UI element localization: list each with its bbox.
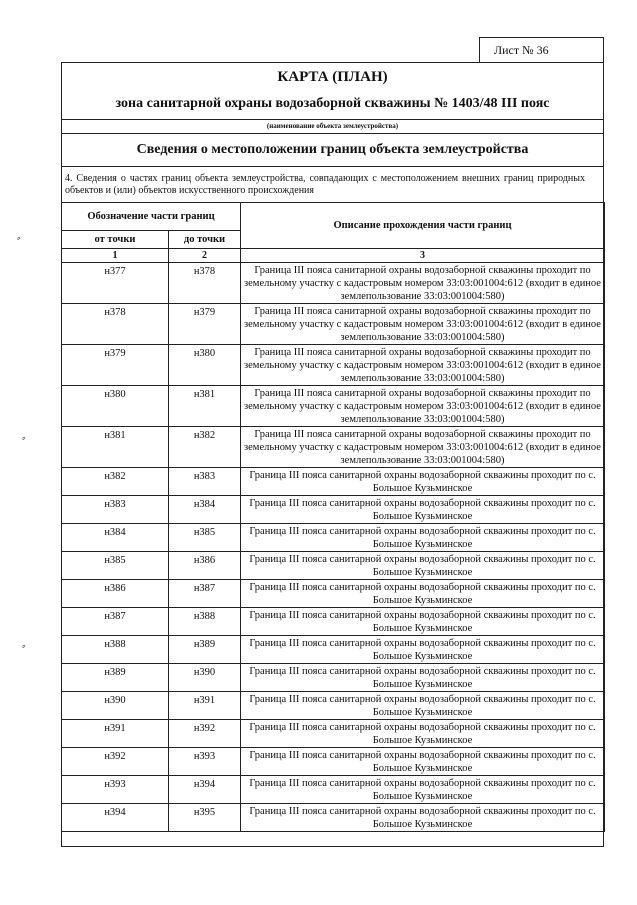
boundary-description: Граница III пояса санитарной охраны водозаборной скважины проходит по с. Большое Кузьминское bbox=[241, 608, 605, 636]
point-from: н387 bbox=[62, 608, 169, 636]
table-row bbox=[62, 720, 605, 748]
sheet-number: Лист № 36 bbox=[494, 43, 549, 57]
point-from: н382 bbox=[62, 468, 169, 496]
boundary-description: Граница III пояса санитарной охраны водозаборной скважины проходит по с. Большое Кузьминское bbox=[241, 692, 605, 720]
table-row bbox=[62, 496, 605, 524]
scan-mark: ⸗ bbox=[22, 432, 26, 444]
boundary-description: Граница III пояса санитарной охраны водозаборной скважины проходит по с. Большое Кузьминское bbox=[241, 636, 605, 664]
boundary-description: Граница III пояса санитарной охраны водозаборной скважины проходит по с. Большое Кузьминское bbox=[241, 720, 605, 748]
boundary-description: Граница III пояса санитарной охраны водозаборной скважины проходит по с. Большое Кузьминское bbox=[241, 580, 605, 608]
document-subtitle: зона санитарной охраны водозаборной скважины № 1403/48 III пояс bbox=[115, 96, 550, 111]
point-to: н391 bbox=[169, 692, 241, 720]
boundary-description: Граница III пояса санитарной охраны водозаборной скважины проходит по земельному участку с кадастровым номером 33:03:001004:612 (входит в единое землепользование 33:03:001004:580) bbox=[241, 263, 605, 304]
header-from: от точки bbox=[62, 231, 169, 249]
boundary-description: Граница III пояса санитарной охраны водозаборной скважины проходит по земельному участку с кадастровым номером 33:03:001004:612 (входит в единое землепользование 33:03:001004:580) bbox=[241, 386, 605, 427]
point-from: н379 bbox=[62, 345, 169, 386]
point-to: н384 bbox=[169, 496, 241, 524]
table-row bbox=[62, 552, 605, 580]
boundary-description: Граница III пояса санитарной охраны водозаборной скважины проходит по земельному участку с кадастровым номером 33:03:001004:612 (входит в единое землепользование 33:03:001004:580) bbox=[241, 345, 605, 386]
boundary-description: Граница III пояса санитарной охраны водозаборной скважины проходит по с. Большое Кузьминское bbox=[241, 552, 605, 580]
boundary-description: Граница III пояса санитарной охраны водозаборной скважины проходит по с. Большое Кузьминское bbox=[241, 468, 605, 496]
point-to: н393 bbox=[169, 748, 241, 776]
boundary-description: Граница III пояса санитарной охраны водозаборной скважины проходит по с. Большое Кузьминское bbox=[241, 776, 605, 804]
point-to: н382 bbox=[169, 427, 241, 468]
table-row bbox=[62, 580, 605, 608]
header-to: до точки bbox=[169, 231, 241, 249]
point-to: н380 bbox=[169, 345, 241, 386]
table-row bbox=[62, 636, 605, 664]
table-row bbox=[62, 524, 605, 552]
table-row bbox=[62, 345, 605, 386]
divider bbox=[62, 133, 603, 134]
boundary-description: Граница III пояса санитарной охраны водозаборной скважины проходит по земельному участку с кадастровым номером 33:03:001004:612 (входит в единое землепользование 33:03:001004:580) bbox=[241, 304, 605, 345]
point-to: н395 bbox=[169, 804, 241, 832]
point-to: н381 bbox=[169, 386, 241, 427]
point-from: н378 bbox=[62, 304, 169, 345]
header-part: Обозначение части границ bbox=[62, 203, 241, 231]
point-to: н383 bbox=[169, 468, 241, 496]
boundary-description: Граница III пояса санитарной охраны водозаборной скважины проходит по с. Большое Кузьминское bbox=[241, 524, 605, 552]
point-from: н385 bbox=[62, 552, 169, 580]
table-row bbox=[62, 263, 605, 304]
point-to: н385 bbox=[169, 524, 241, 552]
point-to: н386 bbox=[169, 552, 241, 580]
point-to: н390 bbox=[169, 664, 241, 692]
table-row bbox=[62, 664, 605, 692]
point-to: н389 bbox=[169, 636, 241, 664]
boundary-description: Граница III пояса санитарной охраны водозаборной скважины проходит по земельному участку с кадастровым номером 33:03:001004:612 (входит в единое землепользование 33:03:001004:580) bbox=[241, 427, 605, 468]
point-from: н384 bbox=[62, 524, 169, 552]
point-from: н386 bbox=[62, 580, 169, 608]
document-title: КАРТА (ПЛАН) bbox=[277, 69, 388, 85]
point-to: н379 bbox=[169, 304, 241, 345]
point-from: н383 bbox=[62, 496, 169, 524]
object-caption: (наименование объекта землеустройства) bbox=[266, 122, 399, 130]
point-to: н388 bbox=[169, 608, 241, 636]
table-row bbox=[62, 692, 605, 720]
document-frame bbox=[61, 62, 604, 847]
point-from: н381 bbox=[62, 427, 169, 468]
boundary-description: Граница III пояса санитарной охраны водозаборной скважины проходит по с. Большое Кузьминское bbox=[241, 804, 605, 832]
boundary-description: Граница III пояса санитарной охраны водозаборной скважины проходит по с. Большое Кузьминское bbox=[241, 748, 605, 776]
col-number: 3 bbox=[241, 249, 605, 263]
table-row bbox=[62, 608, 605, 636]
divider bbox=[62, 166, 603, 167]
table-row bbox=[62, 468, 605, 496]
scan-mark: ⸗ bbox=[17, 232, 21, 244]
boundary-table bbox=[61, 202, 605, 832]
header-desc: Описание прохождения части границ bbox=[241, 203, 605, 249]
point-from: н388 bbox=[62, 636, 169, 664]
point-from: н389 bbox=[62, 664, 169, 692]
col-number: 2 bbox=[169, 249, 241, 263]
point-from: н390 bbox=[62, 692, 169, 720]
point-from: н392 bbox=[62, 748, 169, 776]
table-row bbox=[62, 804, 605, 832]
section-note: 4. Сведения о частях границ объекта землеустройства, совпадающих с местоположением внешних границ природных объектов и (или) объектов искусственного происхождения bbox=[65, 173, 585, 196]
point-from: н394 bbox=[62, 804, 169, 832]
point-to: н392 bbox=[169, 720, 241, 748]
table-row bbox=[62, 748, 605, 776]
table-row bbox=[62, 386, 605, 427]
sheet-number-box bbox=[479, 37, 604, 63]
point-from: н377 bbox=[62, 263, 169, 304]
table-row bbox=[62, 304, 605, 345]
section-title: Сведения о местоположении границ объекта землеустройства bbox=[136, 142, 529, 157]
boundary-description: Граница III пояса санитарной охраны водозаборной скважины проходит по с. Большое Кузьминское bbox=[241, 664, 605, 692]
point-to: н394 bbox=[169, 776, 241, 804]
table-row bbox=[62, 776, 605, 804]
point-to: н378 bbox=[169, 263, 241, 304]
table-row bbox=[62, 427, 605, 468]
point-from: н391 bbox=[62, 720, 169, 748]
point-from: н393 bbox=[62, 776, 169, 804]
divider bbox=[62, 119, 603, 120]
col-number: 1 bbox=[62, 249, 169, 263]
boundary-description: Граница III пояса санитарной охраны водозаборной скважины проходит по с. Большое Кузьминское bbox=[241, 496, 605, 524]
point-to: н387 bbox=[169, 580, 241, 608]
scan-mark: ⸗ bbox=[22, 640, 26, 652]
point-from: н380 bbox=[62, 386, 169, 427]
